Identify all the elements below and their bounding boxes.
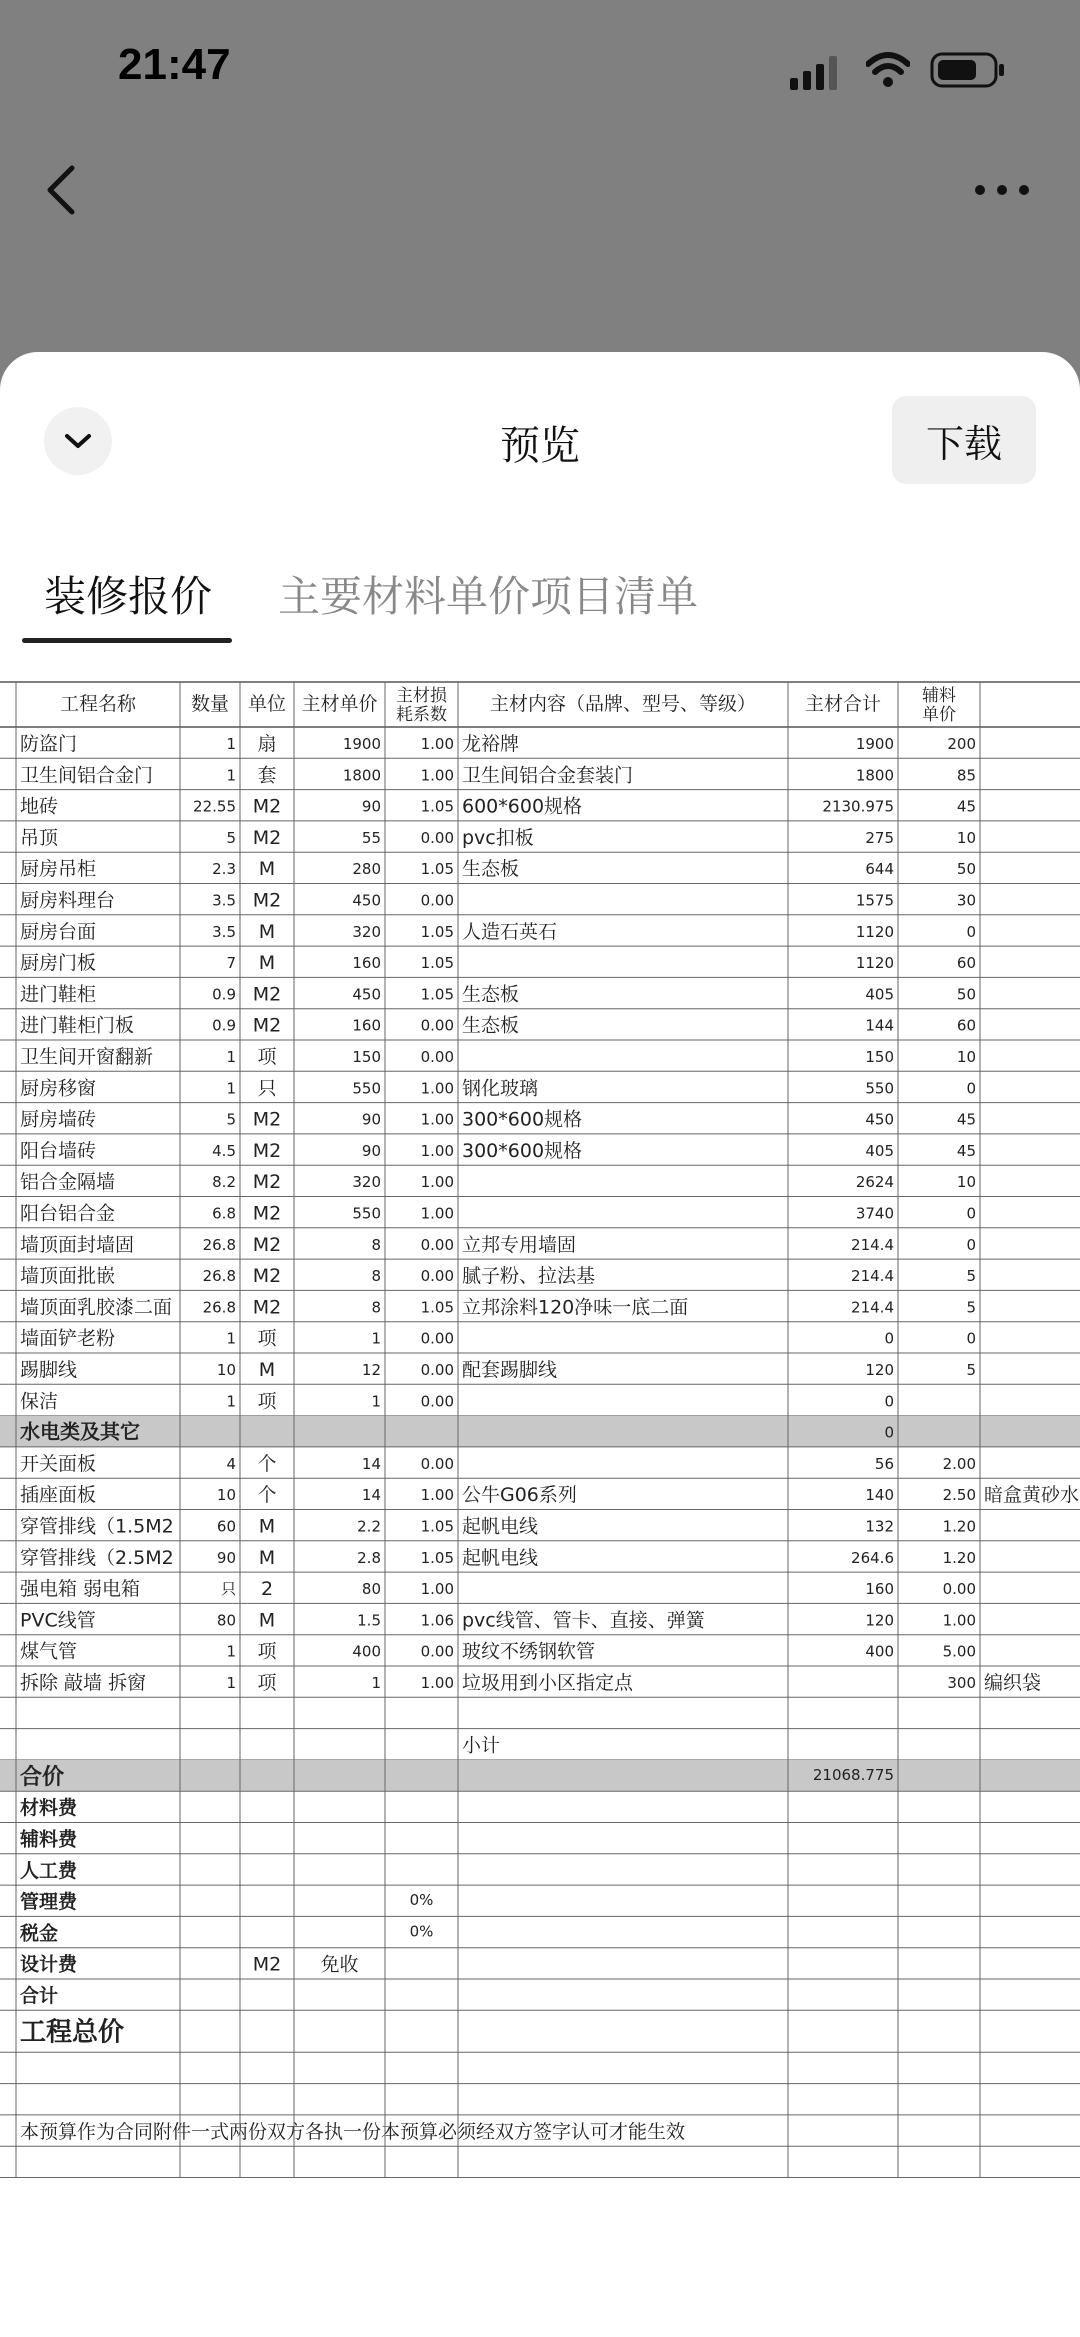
cell-loss-factor: 1.00 <box>420 1674 454 1692</box>
cell-unit: M2 <box>252 1202 282 1225</box>
cell-item-name: 地砖 <box>20 795 59 818</box>
cell-unit: M2 <box>252 1233 282 1256</box>
cell-unit: M <box>258 858 276 881</box>
cell-item-name: 墙顶面乳胶漆二面 <box>20 1296 173 1319</box>
cell-unit: 只 <box>257 1077 277 1100</box>
cell-quantity: 26.8 <box>202 1298 236 1317</box>
cell-quantity: 4 <box>226 1454 236 1473</box>
cell-item-name: 铝合金隔墙 <box>20 1171 116 1194</box>
cell-quantity: 1 <box>226 1392 236 1411</box>
summary-label: 设计费 <box>20 1953 78 1976</box>
cell-aux-price: 10 <box>956 1048 976 1066</box>
header-cell: 主材损 <box>396 686 447 706</box>
cell-total: 450 <box>865 1110 894 1129</box>
cell-unit: 项 <box>257 1046 277 1068</box>
cell-content: pvc扣板 <box>462 826 534 849</box>
cell-content: 玻纹不绣钢软管 <box>462 1640 596 1663</box>
cell-aux-price: 5.00 <box>942 1642 976 1661</box>
cell-loss-factor: 1.00 <box>420 1580 454 1599</box>
note-text: 本预算作为合同附件一式两份双方各执一份本预算必须经双方签字认可才能生效 <box>20 2120 686 2143</box>
cell-aux-price: 5 <box>966 1361 976 1379</box>
cell-content: 垃圾用到小区指定点 <box>462 1672 634 1694</box>
cell-item-name: 进门鞋柜 <box>20 983 97 1006</box>
cell-total: 0 <box>884 1392 894 1411</box>
cell-total: 2624 <box>855 1173 894 1192</box>
cell-extra: 编织袋 <box>984 1672 1042 1694</box>
cell-unit-price: 90 <box>361 1110 381 1129</box>
cell-unit-price: 280 <box>352 860 381 879</box>
cell-loss-factor: 1.05 <box>420 1298 454 1317</box>
cell-quantity: 2.3 <box>212 860 236 879</box>
cell-unit: 项 <box>257 1390 277 1413</box>
cell-quantity: 1 <box>226 1329 236 1348</box>
cell-total: 144 <box>865 1016 894 1035</box>
header-cell: 主材合计 <box>804 693 882 715</box>
summary-label: 税金 <box>20 1922 59 1945</box>
cell-item-name: 厨房台面 <box>20 920 97 943</box>
back-icon[interactable] <box>36 160 86 220</box>
cell-aux-price: 45 <box>956 797 976 816</box>
cell-unit-price: 160 <box>352 1016 381 1035</box>
subtotal-label: 小计 <box>462 1734 501 1757</box>
cell-unit-price: 8 <box>371 1267 381 1286</box>
tab-quotation[interactable]: 装修报价 <box>44 572 213 621</box>
cell-item-name: 阳台铝合金 <box>20 1202 116 1225</box>
cell-unit-price: 320 <box>352 922 381 941</box>
cell-quantity: 8.2 <box>212 1173 236 1192</box>
cell-item-name: 阳台墙砖 <box>20 1139 97 1162</box>
cell-unit-price: 12 <box>361 1361 381 1379</box>
cell-quantity: 26.8 <box>202 1235 236 1254</box>
sheet-title: 预览 <box>500 423 580 469</box>
cell-unit: M2 <box>252 1171 282 1194</box>
summary-label: 管理费 <box>20 1891 78 1914</box>
cell-content: 立邦涂料120净味一底二面 <box>462 1296 689 1319</box>
wifi-icon <box>866 52 910 88</box>
preview-sheet <box>0 352 1080 2337</box>
cell-extra: 暗盒黄砂水 <box>984 1484 1080 1507</box>
cell-aux-price: 45 <box>956 1110 976 1129</box>
cell-quantity: 5 <box>226 828 236 847</box>
cell-unit: M <box>258 1359 276 1381</box>
cell-aux-price: 2.00 <box>942 1454 976 1473</box>
cell-loss-factor: 0.00 <box>420 1267 454 1286</box>
cell-unit: M2 <box>252 1265 282 1288</box>
cell-unit: 2 <box>260 1578 274 1601</box>
header-cell: 主材内容（品牌、型号、等级） <box>489 693 757 715</box>
cell-loss-factor: 1.00 <box>420 766 454 785</box>
grand-total-label: 工程总价 <box>20 2017 125 2048</box>
cell-quantity: 10 <box>216 1361 236 1379</box>
cell-loss-factor: 0.00 <box>420 1048 454 1066</box>
cell-item-name: 厨房移窗 <box>20 1077 97 1100</box>
cell-total: 400 <box>865 1642 894 1661</box>
cell-quantity: 3.5 <box>212 922 236 941</box>
cell-unit: M <box>258 920 276 943</box>
cell-loss-factor: 1.05 <box>420 860 454 879</box>
cell-aux-price: 10 <box>956 1173 976 1192</box>
summary-percent: 0% <box>409 1922 434 1941</box>
section-total: 0 <box>884 1423 894 1442</box>
cell-aux-price: 50 <box>956 860 976 879</box>
cell-unit-price: 2.2 <box>357 1517 381 1536</box>
cell-aux-price: 1.20 <box>942 1517 976 1536</box>
summary-rate: 免收 <box>320 1953 359 1976</box>
cell-total: 264.6 <box>851 1548 894 1567</box>
cell-unit-price: 450 <box>352 985 381 1004</box>
cell-content: 公牛G06系列 <box>462 1484 577 1507</box>
cell-total: 1120 <box>855 922 894 941</box>
cell-aux-price: 0 <box>966 1204 976 1223</box>
cell-unit: M <box>258 1609 276 1632</box>
tab-material-list[interactable]: 主要材料单价项目清单 <box>278 572 699 621</box>
cell-aux-price: 60 <box>956 1016 976 1035</box>
cell-content: 钢化玻璃 <box>462 1077 539 1100</box>
cell-unit: 项 <box>257 1327 277 1350</box>
cell-unit-price: 550 <box>352 1079 381 1098</box>
cell-loss-factor: 0.00 <box>420 828 454 847</box>
cell-unit: 个 <box>257 1452 277 1475</box>
cell-aux-price: 45 <box>956 1141 976 1160</box>
cell-item-name: 拆除 敲墙 拆窗 <box>20 1672 147 1694</box>
cell-item-name: 强电箱 弱电箱 <box>20 1578 141 1601</box>
total-value: 21068.775 <box>812 1765 894 1784</box>
cell-loss-factor: 0.00 <box>420 1392 454 1411</box>
cell-loss-factor: 0.00 <box>420 1361 454 1379</box>
cell-quantity: 3.5 <box>212 891 236 910</box>
cell-aux-price: 10 <box>956 828 976 847</box>
summary-unit: M2 <box>252 1953 282 1976</box>
cell-content: 生态板 <box>462 983 520 1006</box>
cellular-signal-icon <box>790 56 842 90</box>
cell-quantity: 1 <box>226 1048 236 1066</box>
cell-content: 卫生间铝合金套装门 <box>462 764 634 787</box>
cell-unit-price: 8 <box>371 1298 381 1317</box>
cell-total: 214.4 <box>851 1267 894 1286</box>
header-cell: 单位 <box>247 693 287 715</box>
cell-content: 腻子粉、拉法基 <box>462 1265 596 1288</box>
cell-unit-price: 320 <box>352 1173 381 1192</box>
cell-content: 300*600规格 <box>462 1139 583 1162</box>
cell-unit-price: 1900 <box>342 735 381 753</box>
cell-total: 0 <box>884 1329 894 1348</box>
cell-quantity: 1 <box>226 1674 236 1692</box>
cell-quantity: 90 <box>216 1548 236 1567</box>
cell-total: 3740 <box>855 1204 894 1223</box>
cell-quantity: 1 <box>226 766 236 785</box>
cell-aux-price: 0 <box>966 1235 976 1254</box>
cell-total: 214.4 <box>851 1235 894 1254</box>
cell-item-name: 墙面铲老粉 <box>20 1327 116 1350</box>
cell-total: 56 <box>874 1454 894 1473</box>
header-cell: 工程名称 <box>59 693 137 715</box>
cell-unit: M <box>258 952 276 975</box>
cell-loss-factor: 1.00 <box>420 1141 454 1160</box>
cell-content: pvc线管、管卡、直接、弹簧 <box>462 1609 705 1632</box>
cell-loss-factor: 1.00 <box>420 735 454 753</box>
status-bar <box>0 0 1080 140</box>
spreadsheet-preview <box>0 658 1080 2178</box>
cell-item-name: 卫生间开窗翻新 <box>20 1046 154 1068</box>
cell-total: 1800 <box>855 766 894 785</box>
cell-content: 起帆电线 <box>462 1515 539 1538</box>
cell-total: 275 <box>865 828 894 847</box>
cell-total: 1575 <box>855 891 894 910</box>
cell-total: 405 <box>865 1141 894 1160</box>
cell-unit: 个 <box>257 1484 277 1507</box>
cell-unit: M <box>258 1515 276 1538</box>
cell-unit: M2 <box>252 1296 282 1319</box>
cell-unit-price: 450 <box>352 891 381 910</box>
cell-unit: M2 <box>252 1108 282 1131</box>
cell-total: 1120 <box>855 954 894 973</box>
section-label: 水电类及其它 <box>20 1419 140 1444</box>
cell-unit-price: 1 <box>371 1674 381 1692</box>
cell-item-name: 墙顶面封墙固 <box>20 1233 135 1256</box>
cell-loss-factor: 1.05 <box>420 1517 454 1536</box>
cell-loss-factor: 1.00 <box>420 1204 454 1223</box>
cell-loss-factor: 0.00 <box>420 891 454 910</box>
cell-aux-price: 2.50 <box>942 1486 976 1505</box>
cell-item-name: 进门鞋柜门板 <box>20 1014 135 1037</box>
summary-label: 人工费 <box>20 1859 78 1882</box>
header-cell: 数量 <box>190 693 230 715</box>
cell-loss-factor: 1.00 <box>420 1486 454 1505</box>
cell-unit-price: 150 <box>352 1048 381 1066</box>
cell-aux-price: 5 <box>966 1267 976 1286</box>
cell-total: 120 <box>865 1611 894 1630</box>
cell-total: 120 <box>865 1361 894 1379</box>
cell-unit-price: 8 <box>371 1235 381 1254</box>
cell-unit: M2 <box>252 826 282 849</box>
cell-unit-price: 55 <box>361 828 381 847</box>
summary-label: 合计 <box>20 1985 59 2007</box>
summary-label: 材料费 <box>20 1797 78 1820</box>
cell-item-name: 插座面板 <box>20 1484 97 1507</box>
cell-loss-factor: 1.05 <box>420 954 454 973</box>
cell-item-name: 开关面板 <box>20 1452 97 1475</box>
cell-content: 300*600规格 <box>462 1108 583 1131</box>
cell-unit-price: 80 <box>361 1580 381 1599</box>
cell-content: 生态板 <box>462 1014 520 1037</box>
cell-content: 配套踢脚线 <box>462 1359 558 1381</box>
cell-item-name: 吊顶 <box>20 826 59 849</box>
cell-quantity: 80 <box>216 1611 236 1630</box>
cell-unit: M2 <box>252 1014 282 1037</box>
cell-item-name: 煤气管 <box>20 1640 78 1663</box>
header-cell: 辅料 <box>922 686 956 706</box>
cell-unit-price: 2.8 <box>357 1548 381 1567</box>
cell-quantity: 1 <box>226 735 236 753</box>
cell-unit-price: 1800 <box>342 766 381 785</box>
cell-quantity: 5 <box>226 1110 236 1129</box>
cell-item-name: 厨房料理台 <box>20 889 116 912</box>
cell-loss-factor: 1.05 <box>420 922 454 941</box>
cell-loss-factor: 1.00 <box>420 1110 454 1129</box>
cell-unit-price: 1 <box>371 1329 381 1348</box>
cell-aux-price: 0 <box>966 922 976 941</box>
cell-loss-factor: 1.05 <box>420 985 454 1004</box>
cell-unit: 扇 <box>257 733 277 755</box>
cell-unit-price: 160 <box>352 954 381 973</box>
cell-content: 起帆电线 <box>462 1546 539 1569</box>
cell-quantity: 0.9 <box>212 985 236 1004</box>
cell-item-name: 保洁 <box>20 1390 59 1413</box>
cell-loss-factor: 1.05 <box>420 1548 454 1567</box>
spreadsheet-table <box>0 658 1080 2178</box>
cell-item-name: 穿管排线（2.5M2 <box>20 1546 174 1569</box>
cell-quantity: 只 <box>220 1580 236 1599</box>
cell-content: 600*600规格 <box>462 795 583 818</box>
cell-unit-price: 400 <box>352 1642 381 1661</box>
summary-percent: 0% <box>409 1891 434 1910</box>
cell-item-name: 穿管排线（1.5M2 <box>20 1515 174 1538</box>
cell-total: 160 <box>865 1580 894 1599</box>
cell-loss-factor: 1.05 <box>420 797 454 816</box>
cell-unit-price: 14 <box>361 1486 381 1505</box>
cell-total: 140 <box>865 1486 894 1505</box>
cell-item-name: 防盗门 <box>20 733 78 755</box>
cell-aux-price: 200 <box>947 735 976 753</box>
cell-total: 1900 <box>855 735 894 753</box>
cell-loss-factor: 0.00 <box>420 1642 454 1661</box>
active-tab-indicator <box>22 638 232 643</box>
download-button[interactable]: 下载 <box>892 396 1036 484</box>
cell-aux-price: 1.20 <box>942 1548 976 1567</box>
cell-total: 132 <box>865 1517 894 1536</box>
cell-unit: M2 <box>252 983 282 1006</box>
cell-total: 150 <box>865 1048 894 1066</box>
total-label: 合价 <box>20 1764 65 1790</box>
cell-item-name: 厨房吊柜 <box>20 858 97 881</box>
summary-label: 辅料费 <box>20 1828 78 1851</box>
cell-unit: M <box>258 1546 276 1569</box>
cell-loss-factor: 0.00 <box>420 1235 454 1254</box>
cell-item-name: 厨房墙砖 <box>20 1108 97 1131</box>
cell-quantity: 7 <box>226 954 236 973</box>
cell-aux-price: 0 <box>966 1079 976 1098</box>
cell-content: 龙裕牌 <box>462 733 520 755</box>
cell-unit-price: 14 <box>361 1454 381 1473</box>
cell-quantity: 6.8 <box>212 1204 236 1223</box>
cell-aux-price: 5 <box>966 1298 976 1317</box>
cell-aux-price: 300 <box>947 1674 976 1692</box>
cell-aux-price: 1.00 <box>942 1611 976 1630</box>
cell-quantity: 4.5 <box>212 1141 236 1160</box>
cell-loss-factor: 0.00 <box>420 1329 454 1348</box>
section-row-bg <box>0 1416 1080 1447</box>
cell-quantity: 26.8 <box>202 1267 236 1286</box>
cell-unit-price: 550 <box>352 1204 381 1223</box>
total-row-bg <box>0 1760 1080 1791</box>
cell-quantity: 60 <box>216 1517 236 1536</box>
cell-unit-price: 1 <box>371 1392 381 1411</box>
cell-quantity: 0.9 <box>212 1016 236 1035</box>
battery-icon <box>930 52 1006 88</box>
cell-total: 405 <box>865 985 894 1004</box>
cell-unit-price: 90 <box>361 1141 381 1160</box>
header-cell: 主材单价 <box>301 693 378 715</box>
cell-unit: 套 <box>257 764 277 787</box>
more-icon[interactable] <box>972 172 1032 208</box>
cell-content: 生态板 <box>462 858 520 881</box>
cell-loss-factor: 0.00 <box>420 1454 454 1473</box>
cell-total: 2130.975 <box>822 797 894 816</box>
cell-aux-price: 0.00 <box>942 1580 976 1599</box>
cell-item-name: 墙顶面批嵌 <box>20 1265 116 1288</box>
cell-item-name: PVC线管 <box>20 1609 96 1632</box>
cell-loss-factor: 0.00 <box>420 1016 454 1035</box>
cell-unit-price: 90 <box>361 797 381 816</box>
cell-item-name: 厨房门板 <box>20 952 97 975</box>
cell-total: 214.4 <box>851 1298 894 1317</box>
header-cell: 单价 <box>922 705 956 725</box>
cell-quantity: 1 <box>226 1079 236 1098</box>
cell-unit: M2 <box>252 889 282 912</box>
cell-total: 550 <box>865 1079 894 1098</box>
cell-unit: 项 <box>257 1640 277 1663</box>
cell-loss-factor: 1.00 <box>420 1079 454 1098</box>
cell-quantity: 22.55 <box>193 797 236 816</box>
header-cell: 耗系数 <box>396 705 447 725</box>
cell-aux-price: 60 <box>956 954 976 973</box>
cell-unit: M2 <box>252 795 282 818</box>
cell-content: 人造石英石 <box>462 920 558 943</box>
cell-item-name: 卫生间铝合金门 <box>20 764 154 787</box>
cell-aux-price: 0 <box>966 1329 976 1348</box>
status-time: 21:47 <box>118 40 231 89</box>
cell-item-name: 踢脚线 <box>20 1359 78 1381</box>
cell-unit-price: 1.5 <box>357 1611 381 1630</box>
cell-aux-price: 30 <box>956 891 976 910</box>
cell-unit: M2 <box>252 1139 282 1162</box>
cell-aux-price: 85 <box>956 766 976 785</box>
cell-quantity: 1 <box>226 1642 236 1661</box>
cell-unit: 项 <box>257 1672 277 1694</box>
cell-total: 644 <box>865 860 894 879</box>
cell-loss-factor: 1.06 <box>420 1611 454 1630</box>
cell-loss-factor: 1.00 <box>420 1173 454 1192</box>
cell-content: 立邦专用墙固 <box>462 1233 577 1256</box>
cell-quantity: 10 <box>216 1486 236 1505</box>
cell-aux-price: 50 <box>956 985 976 1004</box>
